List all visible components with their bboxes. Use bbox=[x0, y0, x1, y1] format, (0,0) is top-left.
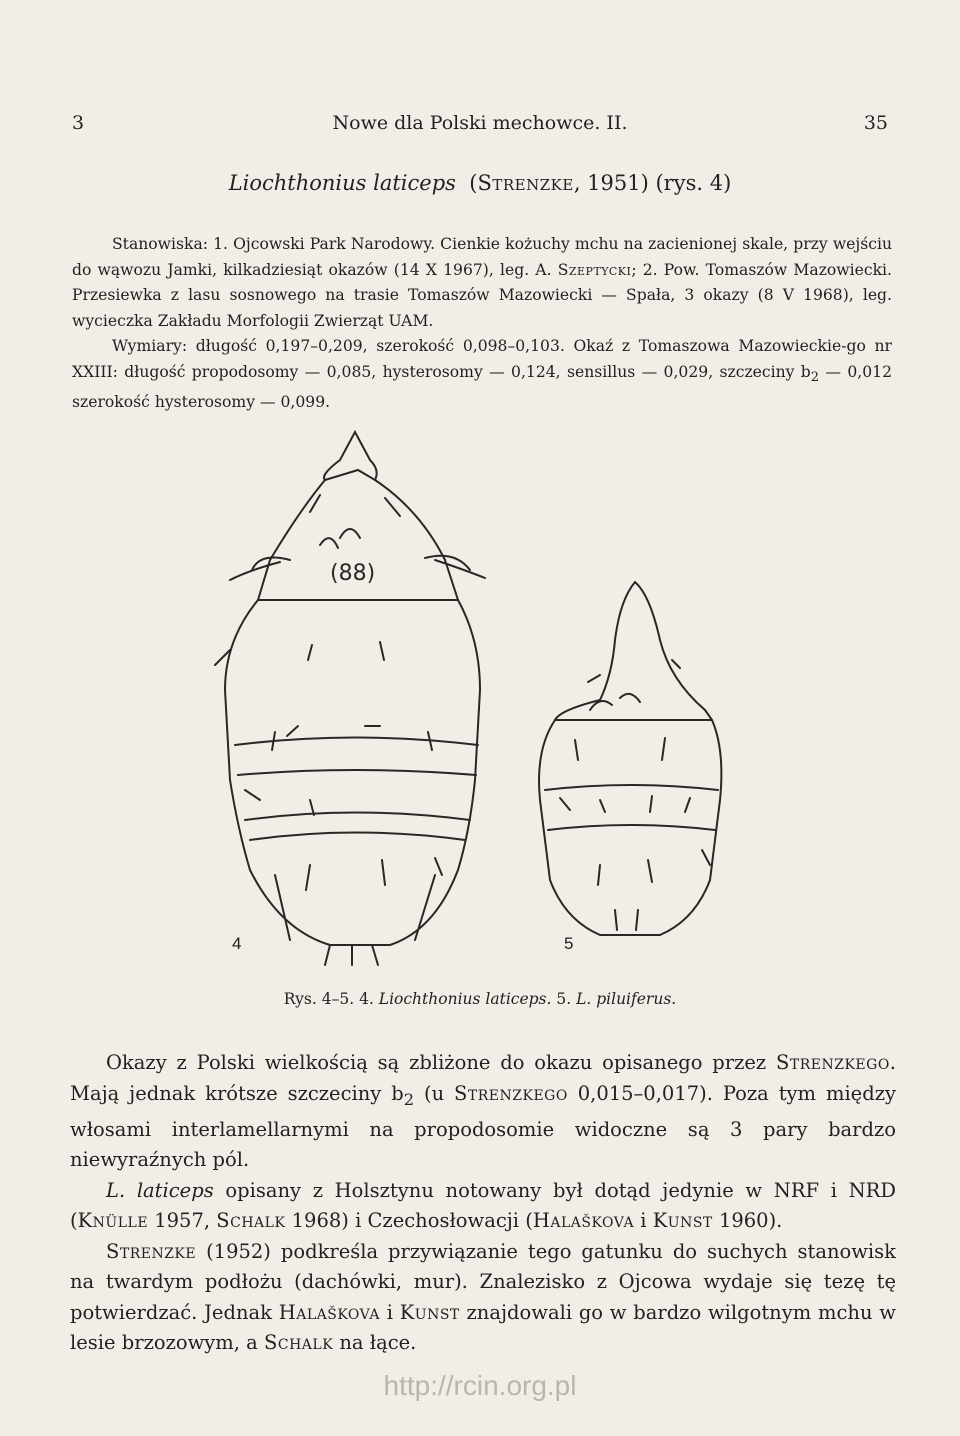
localities-paragraph bbox=[72, 232, 892, 334]
body-paragraph-1 bbox=[70, 1048, 896, 1176]
p2-author-3: Halaškova bbox=[532, 1209, 635, 1233]
figure-number-5: 5 bbox=[564, 934, 574, 953]
body-paragraph-3 bbox=[70, 1237, 896, 1359]
p2-e: 1960). bbox=[712, 1209, 783, 1233]
caption-species-2: L. piluiferus bbox=[576, 990, 672, 1008]
caption-prefix: Rys. 4–5. 4. bbox=[283, 990, 379, 1008]
p3-b: i bbox=[379, 1300, 400, 1324]
p2-d: i bbox=[634, 1209, 653, 1233]
p1-c: (u bbox=[414, 1081, 455, 1105]
p3-a: (1952) podkreśla przywiązanie tego gatunku do suchych stanowisk na twardym podłożu (dachówki, mur). Znalezisko z Ojcowa wydaje się tezę tę potwierdzać. Jednak bbox=[70, 1239, 896, 1324]
figure-4-drawing bbox=[215, 432, 485, 965]
measurements-text-a: długość 0,197–0,209, szerokość 0,098–0,103. Okaź z Tomaszowa Mazowieckie-go nr XXIII: długość propodosomy — 0,085, hysterosomy — 0,124, sensillus — 0,029, szczeciny b bbox=[72, 337, 892, 381]
p2-author-2: Schalk bbox=[216, 1209, 286, 1233]
figure-5-drawing bbox=[539, 582, 721, 935]
rostrum bbox=[324, 432, 377, 480]
paren-open: ( bbox=[462, 171, 478, 195]
species-details bbox=[72, 232, 892, 416]
measurements-label: Wymiary: bbox=[112, 337, 188, 355]
p3-author-4: Schalk bbox=[264, 1331, 334, 1355]
p1-d: 0,015–0,017). Poza tym między włosami interlamellarnymi na propodosomie widoczne są 3 pary bardzo niewyraźnych pól. bbox=[70, 1081, 896, 1172]
p3-c: znajdowali go w bardzo wilgotnym mchu w lesie brzozowym, a bbox=[70, 1300, 896, 1355]
caption-end: . bbox=[671, 990, 677, 1008]
p1-a: Okazy z Polski wielkością są zbliżone do okazu opisanego przez bbox=[106, 1051, 777, 1074]
species-heading bbox=[0, 171, 960, 195]
p1-author-2: Strenzkego bbox=[454, 1081, 568, 1105]
caption-mid: . 5. bbox=[546, 990, 577, 1008]
figure-caption bbox=[0, 990, 960, 1008]
running-title: Nowe dla Polski mechowce. II. bbox=[332, 112, 628, 134]
p2-b: 1957, bbox=[148, 1209, 217, 1233]
p2-author-4: Kunst bbox=[652, 1209, 713, 1233]
p1-b: . Mają jednak krótsze szczeciny b bbox=[70, 1051, 896, 1105]
p3-author-1: Strenzke bbox=[106, 1239, 197, 1263]
running-header bbox=[72, 112, 888, 144]
collector-name: Szeptycki bbox=[557, 260, 632, 279]
species-author: Strenzke bbox=[477, 171, 574, 195]
p1-subscript: 2 bbox=[403, 1089, 415, 1109]
p1-author: Strenzkego bbox=[776, 1051, 890, 1074]
p3-d: na łące. bbox=[333, 1331, 417, 1355]
interlamellar-marks: (88) bbox=[330, 561, 376, 586]
mite-illustrations bbox=[180, 420, 800, 980]
caption-species-1: Liochthonius laticeps bbox=[378, 990, 547, 1008]
figure-drawings bbox=[180, 420, 800, 980]
figure-number-4: 4 bbox=[232, 934, 242, 953]
p2-a: opisany z Holsztynu notowany był dotąd jedynie w NRF i NRD ( bbox=[70, 1178, 896, 1233]
p2-author-1: Knülle bbox=[77, 1209, 149, 1233]
page-number: 35 bbox=[863, 112, 888, 134]
header-left-number: 3 bbox=[72, 112, 85, 134]
localities-text-b: ; 2. Pow. Tomaszów Mazowiecki. Przesiewka z lasu sosnowego na trasie Tomaszów Mazowiecki — Spała, 3 okazy (8 V 1968), leg. wycieczka Zakładu Morfologii Zwierząt UAM. bbox=[72, 260, 892, 330]
p2-species: L. laticeps bbox=[106, 1178, 214, 1202]
propodosoma-5 bbox=[635, 582, 705, 710]
body-text bbox=[70, 1048, 896, 1359]
localities-label: Stanowiska: bbox=[112, 235, 209, 253]
localities-text-a: 1. Ojcowski Park Narodowy. Cienkie kożuchy mchu na zacienionej skale, przy wejściu do wąwozu Jamki, kilkadziesiąt okazów (14 X 1967), leg. A. bbox=[72, 235, 892, 279]
source-watermark: http://rcin.org.pl bbox=[383, 1370, 577, 1401]
species-year-ref: , 1951) (rys. 4) bbox=[573, 171, 732, 195]
measurements-text-b: — 0,012 szerokość hysterosomy — 0,099. bbox=[72, 362, 892, 412]
p3-author-3: Kunst bbox=[399, 1300, 460, 1324]
body-paragraph-2 bbox=[70, 1176, 896, 1237]
species-name: Liochthonius laticeps bbox=[228, 171, 456, 195]
measurements-subscript: 2 bbox=[810, 369, 820, 385]
p3-author-2: Halaškova bbox=[278, 1300, 380, 1324]
measurements-paragraph bbox=[72, 334, 892, 416]
p2-c: 1968) i Czechosłowacji ( bbox=[285, 1209, 533, 1233]
